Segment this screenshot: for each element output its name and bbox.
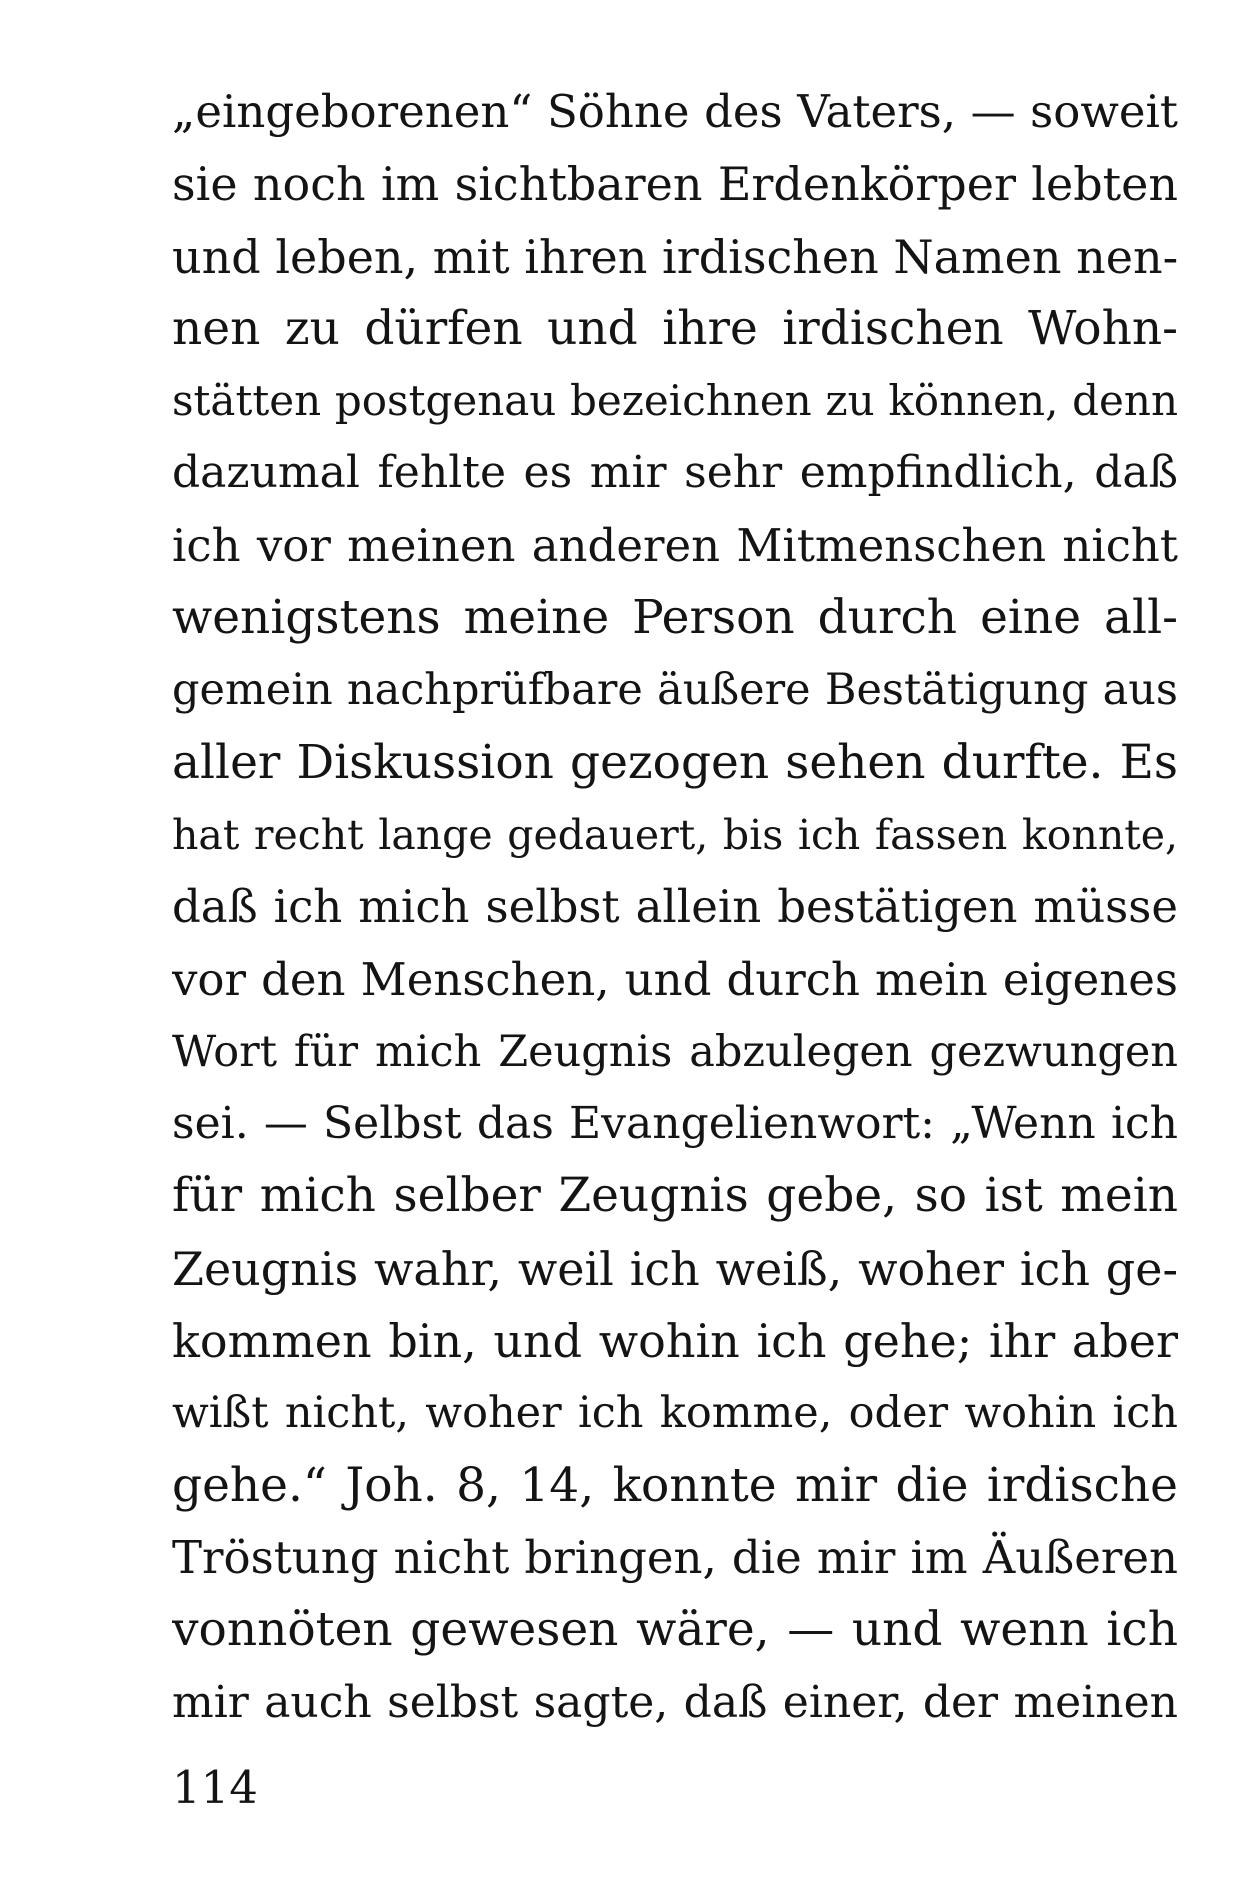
text-line: gehe.“ Joh. 8, 14, konnte mir die irdische (172, 1457, 1178, 1513)
text-line: ich vor meinen anderen Mitmenschen nicht (172, 518, 1178, 572)
text-line: dazumal fehlte es mir sehr empfindlich, daß (172, 447, 1178, 499)
text-line: aller Diskussion gezogen sehen durfte. Es (172, 734, 1178, 790)
text-line: wißt nicht, woher ich komme, oder wohin ich (172, 1388, 1178, 1439)
text-line: vonnöten gewesen wäre, — und wenn ich (172, 1602, 1178, 1658)
text-line: Tröstung nicht bringen, die mir im Äußeren (172, 1530, 1178, 1584)
text-line: daß ich mich selbst allein bestätigen müsse (172, 880, 1178, 934)
text-line: gemein nachprüfbare äußere Bestätigung aus (172, 665, 1178, 716)
text-line: vor den Menschen, und durch mein eigenes (172, 952, 1178, 1006)
text-line: Zeugnis wahr, weil ich weiß, woher ich ge- (172, 1241, 1178, 1296)
text-line: für mich selber Zeugnis gebe, so ist mein (172, 1168, 1178, 1224)
text-line: kommen bin, und wohin ich gehe; ihr aber (172, 1314, 1178, 1369)
text-line: und leben, mit ihren irdischen Namen nen- (172, 229, 1178, 284)
text-line: hat recht lange gedauert, bis ich fassen konnte, (172, 810, 1178, 859)
body-text (172, 76, 1178, 1739)
text-line: mir auch selbst sagte, daß einer, der meinen (172, 1676, 1178, 1728)
page-number: 114 (172, 1761, 258, 1814)
text-line: Wort für mich Zeugnis abzulegen gezwungen (172, 1026, 1178, 1077)
text-line: wenigstens meine Person durch eine all- (172, 590, 1178, 646)
text-line: „eingeborenen“ Söhne des Vaters, — soweit (172, 85, 1178, 138)
text-line: sei. — Selbst das Evangelienwort: „Wenn ich (172, 1098, 1178, 1150)
text-line: nen zu dürfen und ihre irdischen Wohn- (172, 300, 1178, 356)
text-line: stätten postgenau bezeichnen zu können, denn (172, 376, 1178, 426)
text-line: sie noch im sichtbaren Erdenkörper lebten (172, 157, 1178, 212)
